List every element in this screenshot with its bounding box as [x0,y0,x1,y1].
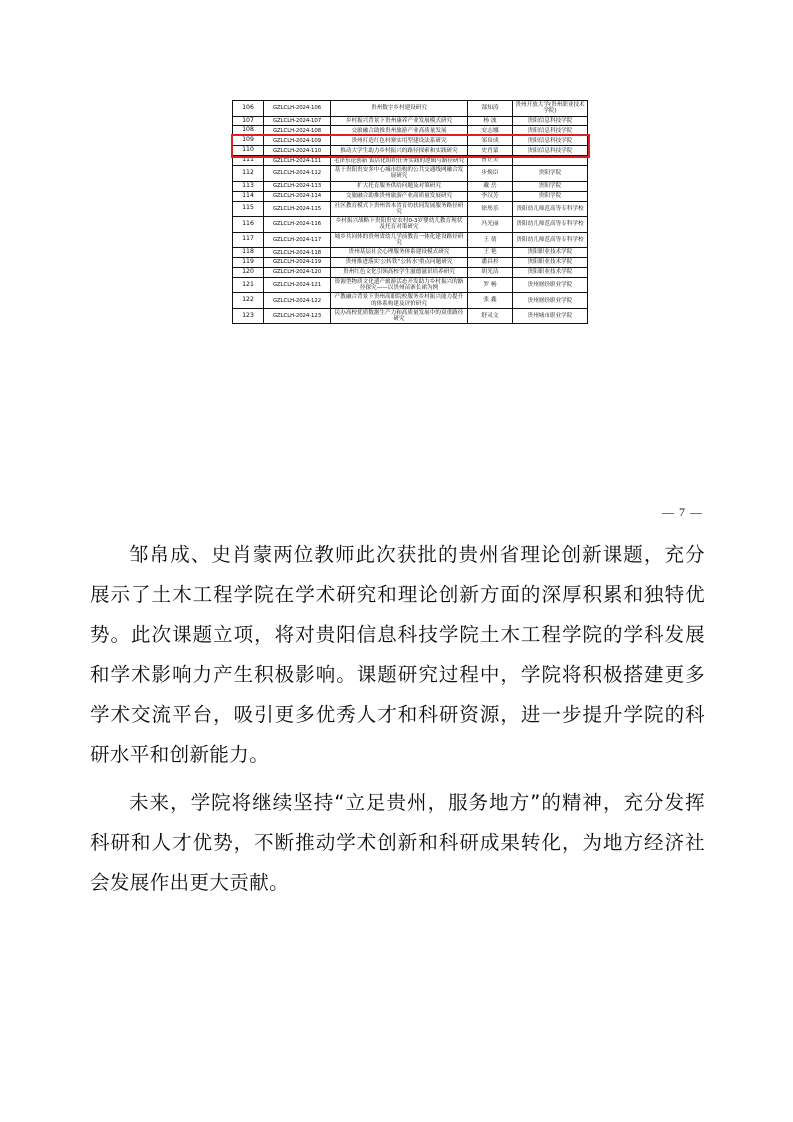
cell-title: 贵州打造红色村寨实用型建设法系研究 [331,136,468,146]
cell-person: 戴 岳 [468,181,513,191]
cell-title: 乡村振兴战略下贵阳贵安农村0-3岁婴幼儿教育现状及托育对策研究 [331,217,468,233]
cell-code: GZLCLH-2024-121 [264,277,331,293]
cell-no: 120 [233,267,264,277]
cell-person: 郜知涛 [468,101,513,117]
table-row [233,232,588,248]
cell-code: GZLCLH-2024-107 [264,116,331,126]
table-row [233,126,588,136]
cell-code: GZLCLH-2024-118 [264,248,331,258]
cell-person: 杨 波 [468,116,513,126]
cell-unit: 贵阳信息科技学院 [513,126,588,136]
cell-code: GZLCLH-2024-114 [264,191,331,201]
cell-no: 106 [233,101,264,117]
cell-person: 王 倩 [468,232,513,248]
cell-unit: 贵州城市职业学院 [513,308,588,324]
body-text [90,535,705,905]
paragraph-2: 未来，学院将继续坚持“立足贵州，服务地方”的精神，充分发挥科研和人才优势，不断推动学术创新和科研成果转化，为地方经济社会发展作出更大贡献。 [90,791,705,894]
table-row [233,248,588,258]
table-row [233,201,588,217]
cell-code: GZLCLH-2024-109 [264,136,331,146]
cell-title: 资源型物质文化遗产旅游活态开发助力乡村振兴的路径探究——以贵州苗寨长裙为例 [331,277,468,293]
cell-person: 曹正美 [468,156,513,166]
cell-person: 罗 畅 [468,277,513,293]
cell-code: GZLCLH-2024-110 [264,146,331,156]
cell-no: 107 [233,116,264,126]
table-row [233,156,588,166]
cell-unit: 贵州开放大学(贵州职业技术学院) [513,101,588,117]
cell-no: 108 [233,126,264,136]
table-row-highlighted [233,146,588,156]
cell-no: 116 [233,217,264,233]
cell-person: 史肖蒙 [468,146,513,156]
paragraph-1: 邹帛成、史肖蒙两位教师此次获批的贵州省理论创新课题，充分展示了土木工程学院在学术研究和理论创新方面的深厚积累和独特优势。此次课题立项，将对贵阳信息科技学院土木工程学院的学科发展和学术影响力产生积极影响。课题研究过程中，学院将积极搭建更多学术交流平台，吸引更多优秀人才和科研资源，进一步提升学院的科研水平和创新能力。 [90,543,705,766]
cell-code: GZLCLH-2024-106 [264,101,331,117]
cell-title: 贵州数字乡村建设研究 [331,101,468,117]
cell-person: 安志娜 [468,126,513,136]
cell-unit: 贵阳幼儿师范高等专科学校 [513,232,588,248]
table-row [233,258,588,268]
cell-title: 民办高校优质数据生产力和高质量发展中的双重路径研究 [331,308,468,324]
cell-unit [513,156,588,166]
table-row [233,277,588,293]
cell-unit: 贵阳学院 [513,191,588,201]
cell-code: GZLCLH-2024-116 [264,217,331,233]
cell-code: GZLCLH-2024-111 [264,156,331,166]
table-row [233,267,588,277]
table-body [233,101,588,324]
project-table-container [232,100,585,324]
cell-title: 城乡共同体的贵州省幼儿学前教育一体化建设路径研究 [331,232,468,248]
table-row [233,181,588,191]
cell-person: 潘昌杉 [468,258,513,268]
cell-no: 109 [233,136,264,146]
cell-code: GZLCLH-2024-119 [264,258,331,268]
cell-no: 122 [233,293,264,309]
table-row [233,191,588,201]
cell-title: 社区教育模式下贵州省本省育幼扶同发展服务路径研究 [331,201,468,217]
cell-no: 119 [233,258,264,268]
cell-no: 121 [233,277,264,293]
cell-code: GZLCLH-2024-117 [264,232,331,248]
cell-unit: 贵阳幼儿师范高等专科学校 [513,217,588,233]
cell-no: 115 [233,201,264,217]
cell-code: GZLCLH-2024-122 [264,293,331,309]
cell-unit: 贵阳学院 [513,166,588,182]
cell-no: 111 [233,156,264,166]
table-row [233,217,588,233]
cell-person: 邹帛成 [468,136,513,146]
cell-title: 贵州红色文化引领高校学生滋德滋识培养研究 [331,267,468,277]
cell-no: 112 [233,166,264,182]
cell-person: 胡光洁 [468,267,513,277]
cell-unit: 贵阳职业技术学院 [513,248,588,258]
cell-title: 交旅融合助推贵州旅游产业高质量发展 [331,126,468,136]
table-row [233,166,588,182]
cell-code: GZLCLH-2024-112 [264,166,331,182]
table-row [233,308,588,324]
cell-person: 冯光丽 [468,217,513,233]
cell-no: 123 [233,308,264,324]
project-table [232,100,588,324]
cell-person: 李汉芳 [468,191,513,201]
cell-unit: 贵阳学院 [513,181,588,191]
cell-code: GZLCLH-2024-120 [264,267,331,277]
cell-title: 毛泽东论创新 饭店化组织任务实践的逻辑与路径研究 [331,156,468,166]
cell-code: GZLCLH-2024-115 [264,201,331,217]
cell-title: 贵州基层社会心理服务体系建设模式研究 [331,248,468,258]
cell-code: GZLCLH-2024-113 [264,181,331,191]
cell-unit: 贵阳信息科技学院 [513,136,588,146]
cell-no: 113 [233,181,264,191]
table-row [233,293,588,309]
cell-person: 徐彤乐 [468,201,513,217]
cell-unit: 贵阳幼儿师范高等专科学校 [513,201,588,217]
cell-unit: 贵阳职业技术学院 [513,267,588,277]
table-row-highlighted [233,136,588,146]
cell-title: 扩大托育服务供给问题及对策研究 [331,181,468,191]
cell-person: 王 艳 [468,248,513,258]
cell-unit: 贵阳信息科技学院 [513,116,588,126]
cell-title: 乡村振兴背景下贵州康养产业发展模式研究 [331,116,468,126]
cell-unit: 贵州财经职业学院 [513,277,588,293]
cell-title: 基于贵阳贵安多中心城市结构的公共交通线网融合发展研究 [331,166,468,182]
cell-person: 舒灵文 [468,308,513,324]
cell-no: 114 [233,191,264,201]
page-number: — 7 — [662,505,703,519]
table-row [233,101,588,117]
cell-code: GZLCLH-2024-108 [264,126,331,136]
cell-no: 110 [233,146,264,156]
cell-title: 产教融合背景下贵州高职院校服务乡村振兴能力提升的体系构建及评价研究 [331,293,468,309]
cell-person: 步焕臣 [468,166,513,182]
cell-person: 张 鑫 [468,293,513,309]
cell-title: 推动大学生助力乡村振兴的路径探索和实践研究 [331,146,468,156]
cell-title: 贵州推进落实'公转铁''公转水'重点问题研究 [331,258,468,268]
cell-no: 118 [233,248,264,258]
cell-unit: 贵阳职业技术学院 [513,258,588,268]
cell-unit: 贵州财经职业学院 [513,293,588,309]
cell-unit: 贵阳信息科技学院 [513,146,588,156]
cell-code: GZLCLH-2024-123 [264,308,331,324]
cell-no: 117 [233,232,264,248]
table-row [233,116,588,126]
cell-title: 交旅融合助推贵州旅游产业高质量发展研究 [331,191,468,201]
